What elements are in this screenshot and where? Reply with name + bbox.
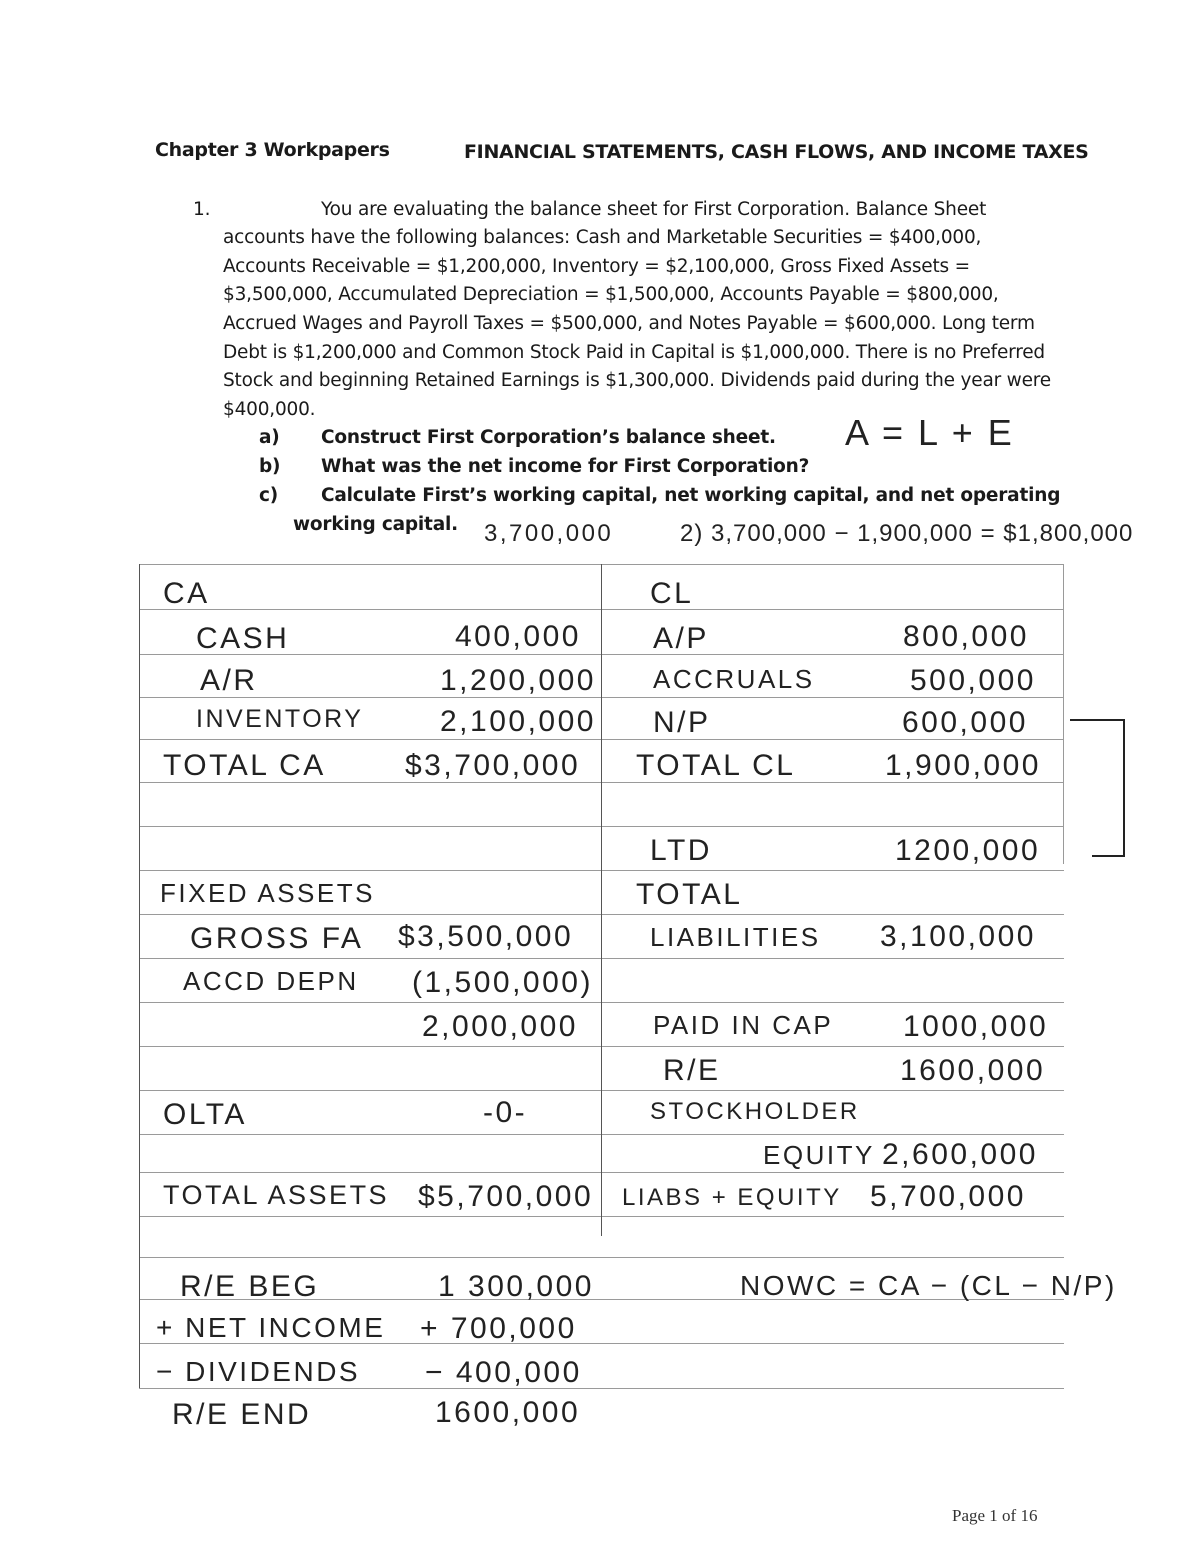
hw-dividends-label: − DIVIDENDS [156, 1356, 361, 1387]
problem-line-6: Debt is $1,200,000 and Common Stock Paid in Capital is $1,000,000. There is no Preferred [223, 342, 1045, 363]
hw-nowc-formula: NOWC = CA − (CL − N/P) [740, 1270, 1117, 1301]
hw-np-label: N/P [653, 706, 711, 739]
hw-total-cl-label: TOTAL CL [636, 749, 796, 782]
hw-total-assets-value: $5,700,000 [418, 1180, 594, 1213]
hw-liabs-equity-label: LIABS + EQUITY [622, 1184, 842, 1211]
hw-olta-label: OLTA [163, 1098, 247, 1131]
question-c-continued: working capital. [293, 514, 458, 535]
hw-total-liab-label-2: LIABILITIES [650, 922, 821, 952]
hw-accd-depn-value: (1,500,000) [412, 966, 593, 999]
question-a-label: a) [259, 427, 280, 448]
page-number: Page 1 of 16 [952, 1506, 1038, 1525]
hw-olta-value: -0- [483, 1096, 528, 1129]
problem-line-2: accounts have the following balances: Cash and Marketable Securities = $400,000, [223, 227, 982, 248]
hw-ar-value: 1,200,000 [440, 664, 596, 697]
hw-total-assets-label: TOTAL ASSETS [163, 1180, 390, 1210]
hw-stockholder-label: STOCKHOLDER [650, 1098, 860, 1125]
hw-equation: A = L + E [845, 412, 1015, 453]
hw-re-end-value: 1600,000 [435, 1396, 581, 1429]
hw-np-value: 600,000 [902, 706, 1028, 739]
question-b-label: b) [259, 456, 281, 477]
hw-inventory-label: INVENTORY [196, 705, 364, 733]
chapter-title: Chapter 3 Workpapers [155, 139, 390, 161]
hw-accruals-label: ACCRUALS [653, 664, 815, 694]
hw-re-value: 1600,000 [900, 1054, 1046, 1087]
hw-ap-label: A/P [653, 622, 709, 655]
hw-paid-in-cap-value: 1000,000 [903, 1010, 1049, 1043]
problem-line-5: Accrued Wages and Payroll Taxes = $500,000, and Notes Payable = $600,000. Long term [223, 313, 1035, 334]
problem-line-1: You are evaluating the balance sheet for First Corporation. Balance Sheet [321, 199, 987, 220]
hw-net-income-value: + 700,000 [420, 1312, 577, 1345]
question-a-text: Construct First Corporation’s balance sheet. [321, 427, 776, 448]
bracket-icon [1062, 710, 1142, 870]
hw-equity-label: EQUITY [763, 1140, 875, 1170]
hw-cash-value: 400,000 [455, 620, 581, 653]
hw-cl-header: CL [650, 577, 694, 610]
hw-accd-depn-label: ACCD DEPN [183, 966, 359, 996]
question-c-label: c) [259, 485, 279, 506]
hw-re-beg-value: 1 300,000 [438, 1270, 594, 1303]
problem-number: 1. [193, 199, 211, 220]
problem-line-4: $3,500,000, Accumulated Depreciation = $1,500,000, Accounts Payable = $800,000, [223, 284, 999, 305]
hw-inventory-value: 2,100,000 [440, 705, 596, 738]
hw-total-ca-value: $3,700,000 [405, 749, 581, 782]
hw-fixed-assets-header: FIXED ASSETS [160, 878, 375, 908]
hw-net-working-capital: 2) 3,700,000 − 1,900,000 = $1,800,000 [680, 520, 1134, 547]
hw-total-cl-value: 1,900,000 [885, 749, 1041, 782]
hw-ca-header: CA [163, 577, 210, 610]
hw-working-capital: 3,700,000 [484, 520, 614, 547]
hw-liabs-equity-value: 5,700,000 [870, 1180, 1026, 1213]
problem-line-3: Accounts Receivable = $1,200,000, Inventory = $2,100,000, Gross Fixed Assets = [223, 256, 970, 277]
hw-re-beg-label: R/E BEG [180, 1270, 320, 1303]
hw-cash-label: CASH [196, 622, 290, 655]
hw-ltd-label: LTD [650, 834, 712, 867]
hw-total-liab-value: 3,100,000 [880, 920, 1036, 953]
hw-gross-fa-label: GROSS FA [190, 922, 364, 955]
hw-ap-value: 800,000 [903, 620, 1029, 653]
problem-line-8: $400,000. [223, 399, 316, 420]
hw-gross-fa-value: $3,500,000 [398, 920, 574, 953]
question-c-text: Calculate First’s working capital, net working capital, and net operating [321, 485, 1061, 506]
hw-net-income-label: + NET INCOME [156, 1312, 386, 1343]
hw-ltd-value: 1200,000 [895, 834, 1041, 867]
hw-paid-in-cap-label: PAID IN CAP [653, 1010, 834, 1040]
hw-ar-label: A/R [200, 664, 258, 697]
hw-net-fa-value: 2,000,000 [422, 1010, 578, 1043]
hw-re-end-label: R/E END [172, 1398, 312, 1431]
hw-dividends-value: − 400,000 [425, 1356, 582, 1389]
hw-re-label: R/E [663, 1054, 721, 1087]
section-title: FINANCIAL STATEMENTS, CASH FLOWS, AND INCOME TAXES [464, 141, 1089, 163]
hw-equity-value: 2,600,000 [882, 1138, 1038, 1171]
question-b-text: What was the net income for First Corporation? [321, 456, 810, 477]
hw-total-ca-label: TOTAL CA [163, 749, 326, 782]
hw-accruals-value: 500,000 [910, 664, 1036, 697]
hw-total-liab-label-1: TOTAL [636, 878, 743, 911]
problem-line-7: Stock and beginning Retained Earnings is $1,300,000. Dividends paid during the year were [223, 370, 1051, 391]
